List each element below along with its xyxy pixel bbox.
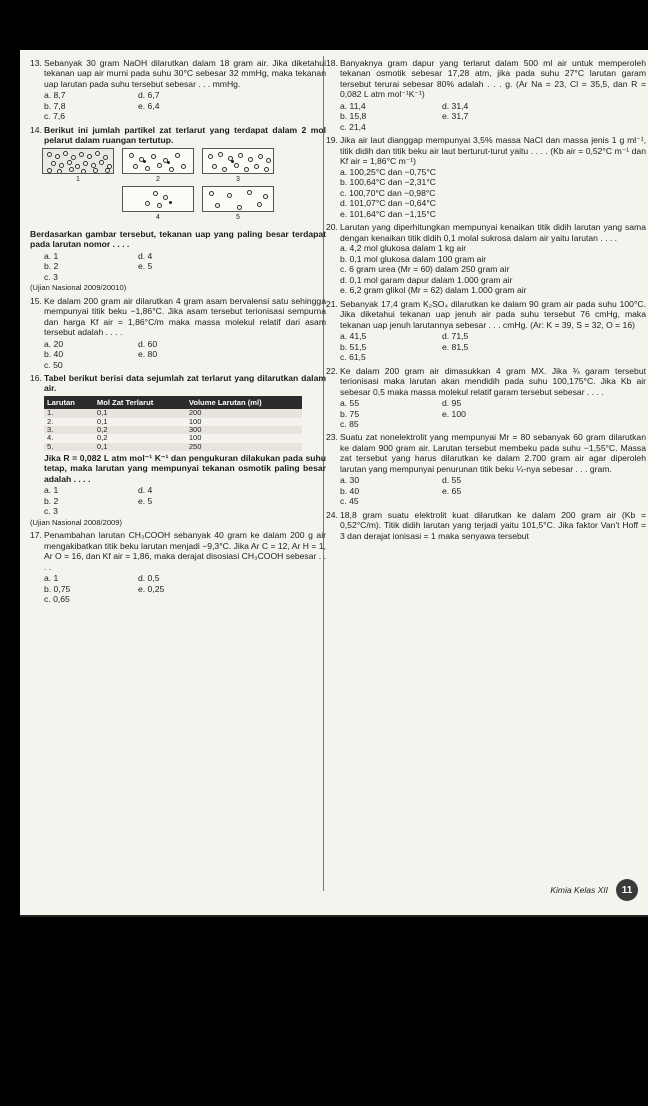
option: a. 41,5 <box>340 331 367 342</box>
option: d. 0,1 mol garam dapur dalam 1.000 gram air <box>340 274 513 285</box>
option <box>232 349 326 359</box>
option: a. 100,25°C dan −0,75°C <box>340 166 436 177</box>
table-cell: 2. <box>47 416 54 426</box>
table-row <box>44 426 302 434</box>
table-cell: 100 <box>188 416 202 426</box>
option: b. 2 <box>44 261 59 272</box>
question-text: Sebanyak 17,4 gram K₂SO₄ dilarutkan ke dalam 90 gram air pada suhu 100°C. Jika diketahui tekanan uap jenuh air pada suhu tersebut 76 cmHg, maka tekanan uap jenuh larutannya sebesar . . . cmHg. (Ar: K = 39, S = 32, O = 16) <box>340 298 646 330</box>
data-table <box>44 396 302 451</box>
right-column <box>326 58 646 544</box>
option: b. 2 <box>44 495 59 506</box>
option: a. 30 <box>340 475 360 486</box>
question-number: 24. <box>326 509 338 520</box>
question-17 <box>30 530 326 604</box>
figure-labels-row-2 <box>30 214 326 223</box>
option <box>442 352 544 362</box>
question-number: 17. <box>30 530 42 541</box>
option: e. 101,64°C dan −1,15°C <box>340 208 436 219</box>
option: d. 4 <box>138 250 153 261</box>
question-number: 22. <box>326 365 338 376</box>
question-text: Penambahan larutan CH₃COOH sebanyak 40 gram ke dalam 200 g air mengakibatkan titik beku larutan menjadi −9,3°C. Jika Ar C = 12, Ar H = 1, Ar O = 16, dan Kf air = 1,86, maka derajat disosiasi CH₃COOH sebesar . . . . <box>44 530 326 572</box>
option: b. 75 <box>340 408 360 419</box>
figure-label: 1 <box>76 175 80 183</box>
option <box>232 339 326 349</box>
option <box>232 584 326 594</box>
option: d. 71,5 <box>442 331 469 342</box>
answer-options <box>30 339 326 370</box>
option <box>544 111 646 121</box>
option: e. 6,4 <box>138 100 160 111</box>
option: b. 7,8 <box>44 100 66 111</box>
option: a. 4,2 mol glukosa dalam 1 kg air <box>340 243 467 254</box>
option: e. 0,25 <box>138 583 165 594</box>
question-text: Tabel berikut berisi data sejumlah zat terlarut yang dilarutkan dalam air. <box>44 373 326 394</box>
option: e. 100 <box>442 408 466 419</box>
question-number: 14. <box>30 124 42 135</box>
question-text: Jika R = 0,082 L atm mol⁻¹ K⁻¹ dan pengukuran dilakukan pada suhu tetap, maka larutan yang mempunyai tekanan osmotik paling besar adalah . . . . <box>44 452 326 484</box>
question-16 <box>30 373 326 527</box>
table-row <box>44 434 302 442</box>
option: a. 1 <box>44 250 59 261</box>
container-figure-5 <box>202 186 274 212</box>
question-14 <box>30 125 326 293</box>
option <box>232 573 326 583</box>
option: e. 31,7 <box>442 111 469 122</box>
source-note: (Ujian Nasional 2008/2009) <box>30 517 123 527</box>
option <box>232 506 326 516</box>
question-text: 18,8 gram suatu elektrolit kuat dilarutkan ke dalam 200 gram air (Kb = 0,52°C/m). Titik didih larutan yang terjadi yaitu 101,5°C. Jika faktor Van't Hoff = 3 dan derajat ionisasi = 1 maka senyawa tersebut <box>340 509 646 541</box>
option: b. 100,64°C dan −2,31°C <box>340 177 436 188</box>
page-number: 11 <box>616 879 638 901</box>
table-cell: 0,1 <box>94 409 186 417</box>
question-number: 19. <box>326 135 338 146</box>
question-number: 16. <box>30 373 42 383</box>
source-note: (Ujian Nasional 2009/20010) <box>30 283 127 293</box>
option <box>442 122 544 132</box>
option: c. 3 <box>44 506 58 517</box>
option: a. 8,7 <box>44 90 66 101</box>
option <box>138 506 232 516</box>
container-figure-2 <box>122 148 194 174</box>
option <box>544 122 646 132</box>
option: a. 1 <box>44 573 59 584</box>
table-cell: 0,2 <box>94 426 186 434</box>
table-cell: 0,1 <box>94 443 186 451</box>
question-text: Sebanyak 30 gram NaOH dilarutkan dalam 18 gram air. Jika diketahui tekanan uap air murni pada suhu 30°C sebesar 32 mmHg, maka tekanan uap larutan pada suhu tersebut sebesar . . . mmHg. <box>44 58 326 89</box>
option <box>442 419 544 429</box>
option: c. 0,65 <box>44 594 70 604</box>
figure-label: 2 <box>156 175 160 183</box>
option: a. 55 <box>340 398 360 409</box>
option: b. 40 <box>340 485 360 496</box>
option <box>544 496 646 506</box>
table-cell: 200 <box>186 409 302 417</box>
option: e. 5 <box>138 495 153 506</box>
option <box>544 409 646 419</box>
question-13 <box>30 58 326 122</box>
container-figure-3 <box>202 148 274 174</box>
table-row <box>44 418 302 426</box>
option: c. 21,4 <box>340 121 366 132</box>
question-number: 23. <box>326 432 338 443</box>
answer-options <box>30 90 326 121</box>
option <box>544 331 646 341</box>
option: e. 6,2 gram glikol (Mr = 62) dalam 1.000 gram air <box>340 285 527 296</box>
option: c. 100,70°C dan −0,98°C <box>340 187 436 198</box>
page-bottom-edge <box>20 915 648 917</box>
option: b. 40 <box>44 349 64 360</box>
option <box>544 342 646 352</box>
question-22 <box>326 366 646 430</box>
answer-options <box>30 251 326 282</box>
answer-options <box>326 243 646 295</box>
option <box>232 594 326 604</box>
answer-options <box>30 573 326 604</box>
option <box>138 272 232 282</box>
container-figure-1 <box>42 148 114 174</box>
book-title: Kimia Kelas XII <box>550 885 608 895</box>
left-column <box>30 58 326 607</box>
option <box>442 496 544 506</box>
option <box>138 594 232 604</box>
question-text: Berikut ini jumlah partikel zat terlarut yang terdapat dalam 2 mol pelarut dalam ruangan tertutup. <box>44 124 326 146</box>
figure-label: 3 <box>236 175 240 183</box>
option: a. 1 <box>44 485 59 496</box>
option <box>232 360 326 370</box>
option: e. 65 <box>442 485 462 496</box>
question-number: 20. <box>326 222 338 233</box>
option: b. 0,75 <box>44 583 71 594</box>
option: e. 80 <box>138 349 158 360</box>
table-cell: 5. <box>44 443 94 451</box>
option <box>232 101 326 111</box>
option: a. 11,4 <box>340 100 366 111</box>
option: b. 15,8 <box>340 111 367 122</box>
textbook-page <box>20 50 648 915</box>
option <box>138 360 232 370</box>
answer-options <box>30 485 326 516</box>
option: d. 31,4 <box>442 100 469 111</box>
question-text: Banyaknya gram dapur yang terlarut dalam 500 ml air untuk memperoleh tekanan osmotik sebesar 17,28 atm, jika pada suhu 27°C larutan garam tersebut terurai sebesar 80% adalah . . . g. (Ar Na = 23, Cl = 35,5, dan R = 0,082 L atm mol⁻¹K⁻¹) <box>340 58 646 100</box>
option: b. 0,1 mol glukosa dalam 100 gram air <box>340 253 487 264</box>
option <box>544 486 646 496</box>
question-24 <box>326 510 646 541</box>
answer-options <box>326 331 646 362</box>
option: c. 3 <box>44 271 58 282</box>
table-cell: 0,2 <box>96 433 108 443</box>
table-cell: 250 <box>186 443 302 451</box>
answer-options <box>326 101 646 132</box>
answer-options <box>326 475 646 506</box>
option: d. 101,07°C dan −0,64°C <box>340 198 436 209</box>
question-number: 13. <box>30 58 42 68</box>
option <box>138 111 232 121</box>
table-cell: 3. <box>44 426 94 434</box>
table-cell: 0,1 <box>96 416 108 426</box>
table-header: Mol Zat Terlarut <box>94 396 186 409</box>
question-number: 15. <box>30 295 42 306</box>
option <box>544 475 646 485</box>
option <box>232 272 326 282</box>
question-text: Ke dalam 200 gram air dilarutkan 4 gram asam bervalensi satu sehingga mempunyai titik beku −1,86°C. Jika asam tersebut terionisasi sempurna dan harga Kf air = 1,86°C/m maka massa molekul relatif dari asam tersebut adalah . . . . <box>44 295 326 338</box>
option <box>544 101 646 111</box>
option: e. 81,5 <box>442 341 469 352</box>
particle-figure-row-2 <box>30 186 326 212</box>
option <box>232 90 326 100</box>
option <box>232 261 326 271</box>
option: d. 6,7 <box>138 90 160 101</box>
option: d. 4 <box>138 485 153 496</box>
answer-options <box>326 398 646 429</box>
question-18 <box>326 58 646 132</box>
option: d. 0,5 <box>138 573 160 584</box>
option: c. 61,5 <box>340 352 366 363</box>
option: d. 95 <box>442 398 462 409</box>
option: c. 6 gram urea (Mr = 60) dalam 250 gram air <box>340 264 510 275</box>
option: c. 7,6 <box>44 111 66 122</box>
table-cell: 1. <box>44 409 94 417</box>
figure-label: 5 <box>236 214 240 222</box>
option: c. 45 <box>340 496 359 507</box>
figure-labels-row-1 <box>30 176 326 185</box>
page-footer <box>550 879 638 901</box>
question-15 <box>30 296 326 370</box>
option <box>232 485 326 495</box>
option <box>544 398 646 408</box>
question-number: 18. <box>326 58 338 68</box>
option <box>544 352 646 362</box>
option <box>544 419 646 429</box>
container-figure-4 <box>122 186 194 212</box>
table-cell: 100 <box>188 433 202 443</box>
question-text: Ke dalam 200 gram air dimasukkan 4 gram MX. Jika ¾ garam tersebut terionisasi maka larutan akan mendidih pada suhu 100,175°C. Jika Kb air sebesar 0,5 maka massa molekul relatif garam tersebut sebesar . . . . <box>340 365 646 397</box>
option: c. 85 <box>340 418 359 429</box>
figure-label: 4 <box>156 214 160 222</box>
question-19 <box>326 135 646 219</box>
particle-figure-row-1 <box>30 148 326 174</box>
option: b. 51,5 <box>340 341 367 352</box>
option: e. 5 <box>138 261 153 272</box>
option <box>232 496 326 506</box>
option: a. 20 <box>44 338 64 349</box>
table-cell: 4. <box>47 433 54 443</box>
table-row <box>44 409 302 417</box>
question-number: 21. <box>326 298 338 309</box>
option <box>232 111 326 121</box>
table-cell: 300 <box>186 426 302 434</box>
table-header: Volume Larutan (ml) <box>186 396 302 409</box>
answer-options <box>326 167 646 219</box>
question-text: Suatu zat nonelektrolit yang mempunyai Mr = 80 sebanyak 60 gram dilarutkan ke dalam 900 gram air. Larutan tersebut membeku pada suhu −1,55°C. Massa zat tersebut yang harus dilarutkan ke dalam 2.700 gram air agar diperoleh larutan yang mempunyai penurunan titik beku ¼-nya sebesar . . . gram. <box>340 432 646 474</box>
question-20 <box>326 222 646 295</box>
option: c. 50 <box>44 359 63 370</box>
table-row <box>44 443 302 451</box>
question-text: Jika air laut dianggap mempunyai 3,5% massa NaCl dan massa jenis 1 g ml⁻¹, titik didih dan titik beku air laut berturut-turut yaitu . . . . (Kb air = 0,52°C m⁻¹ dan Kf air = 1,86°C m⁻¹) <box>340 135 646 167</box>
question-23 <box>326 432 646 506</box>
table-header: Larutan <box>44 396 94 409</box>
question-21 <box>326 299 646 363</box>
option: d. 55 <box>442 475 462 486</box>
question-text: Larutan yang diperhitungkan mempunyai kenaikan titik didih larutan yang sama dengan kenaikan titik didih 0,1 molal sukrosa dalam air yaitu larutan . . . . <box>340 222 646 243</box>
option: d. 60 <box>138 338 158 349</box>
option <box>232 251 326 261</box>
question-text: Berdasarkan gambar tersebut, tekanan uap yang paling besar terdapat pada larutan nomor . . . . <box>30 228 326 250</box>
